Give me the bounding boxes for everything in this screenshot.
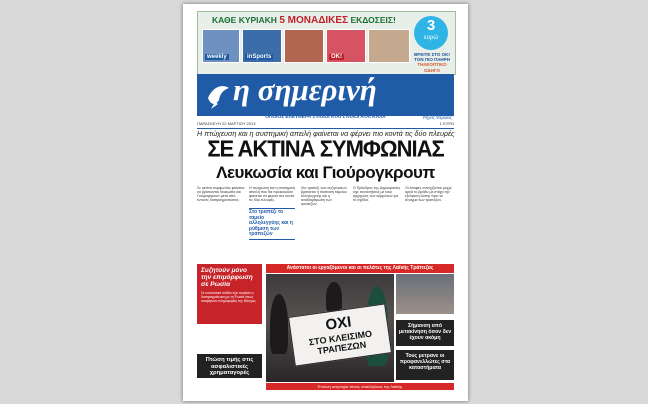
newspaper-front-page [183, 4, 468, 401]
protest-sign: ΟΧΙ ΣΤΟ ΚΛΕΙΣΙΜΟ ΤΡΑΠΕΖΩΝ [288, 303, 392, 366]
sidebar-title: Συζητούν μόνο την επιμόρφωση σε Ρωσία [201, 267, 253, 288]
lead-article [197, 186, 454, 260]
promo-thumb-weekly: weekly [202, 29, 240, 63]
article-column: Στο τραπέζι των συζητήσεων βρίσκεται η σύσταση ταμείου αλληλεγγύης και η αναδιάρθρωση των τραπεζών. [301, 186, 347, 207]
promo-headline: ΚΑΘΕ ΚΥΡΙΑΚΗ 5 ΜΟΝΑΔΙΚΕΣ ΕΚΔΟΣΕΙΣ! [212, 15, 396, 26]
main-headline: ΣΕ ΑΚΤΙΝΑ ΣΥΜΦΩΝΙΑΣ [207, 135, 444, 162]
protester-figure [270, 294, 288, 354]
article-column: Η πτώχευση και η συστημική απειλή που θα προκαλούσε φαίνεται να φέρνει πιο κοντά τις δύο πλευρές. [249, 186, 295, 203]
promo-thumb-insports: inSports [242, 29, 282, 63]
masthead-title: η σημερινή [233, 72, 377, 107]
main-subhead: Λευκωσία και Γιούρογκρουπ [216, 163, 435, 182]
issue-price: 1 ΕΥΡΩ [439, 121, 454, 126]
russia-sidebar [197, 264, 262, 324]
dove-logo-icon [205, 78, 231, 112]
sunday-promo-strip [197, 11, 456, 75]
promo-thumb-magazine [368, 29, 410, 63]
tv-guide-note: ΒΡΕΙΤΕ ΣΤΟ ΟΚ! ΤΟΝ ΠΙΟ ΠΛΗΡΗ ΤΗΛΕΟΠΤΙΚΟ ΟΔΗΓΟ [414, 52, 450, 73]
protester-figure [326, 282, 342, 312]
branches-box: Τους μετρανε οι προφανελλώτες στα καταστήματα [396, 350, 454, 380]
bank-queue-photo [396, 274, 454, 314]
issue-date: ΠΑΡΑΣΚΕΥΗ 22 ΜΑΡΤΙΟΥ 2013 [197, 121, 256, 126]
motto-author: Ρήγας Φεραίος [423, 115, 452, 120]
dateline [197, 121, 454, 129]
price-badge: 3 ευρώ [414, 16, 448, 50]
sidebar-body: Σε ουσιαστικό στάδιο έχει περάσει η διαπραγμάτευση με τη Ρωσία όπως αναφέρουν πληροφορίες της Μόσχας. [201, 291, 257, 303]
relocation-box: Σήμανση από μετακίνηση όσον δεν έχουν ακόμη [396, 320, 454, 346]
photo-banner: Ανάστατοι οι εργαζόμενοι και οι πελάτες της Λαϊκής Τράπεζας [266, 264, 454, 273]
protest-photo [266, 274, 394, 382]
markets-box: Πτώση τιμής στις ασφαλιστικές χρηματαγορές [197, 354, 262, 378]
article-column: Ο Πρόεδρος της Δημοκρατίας είχε συναντήσεις με τους αρχηγούς των κομμάτων για το σχέδιο. [353, 186, 401, 203]
masthead [197, 74, 454, 116]
article-column: Οι επαφές συνεχίζονται μέχρι αργά το βράδυ με στόχο την εξεύρεση λύσης πριν το άνοιγμα των τραπεζών. [405, 186, 452, 203]
pull-quote: Στο τραπέζι το ταμείο αλληλεγγύης και η ρύθμιση των τραπεζών [249, 208, 295, 240]
masthead-motto: ΟΠΟΙΟΣ ΕΛΕΥΘΕΡΑ ΣΥΛΛΟΓΑΤΑΙ ΣΥΛΛΟΓΑΤΑΙ ΚΑΛΑ [265, 115, 386, 120]
promo-thumb-food [284, 29, 324, 63]
photo-caption: Έντονη ανησυχία στους υπαλλήλους της Λαϊκής [266, 383, 454, 390]
article-column: Σε ακτίνα συμφωνίας φαίνεται να βρίσκονται Λευκωσία και Γιούρογκρουπ μετά από έντονες διαπραγματεύσεις. [197, 186, 245, 203]
promo-thumb-ok: OK! [326, 29, 366, 63]
headline-kicker: Η πτώχευση και η συστημική απειλή φαίνεται να φέρνει πιο κοντά τις δύο πλευρές [197, 129, 455, 138]
